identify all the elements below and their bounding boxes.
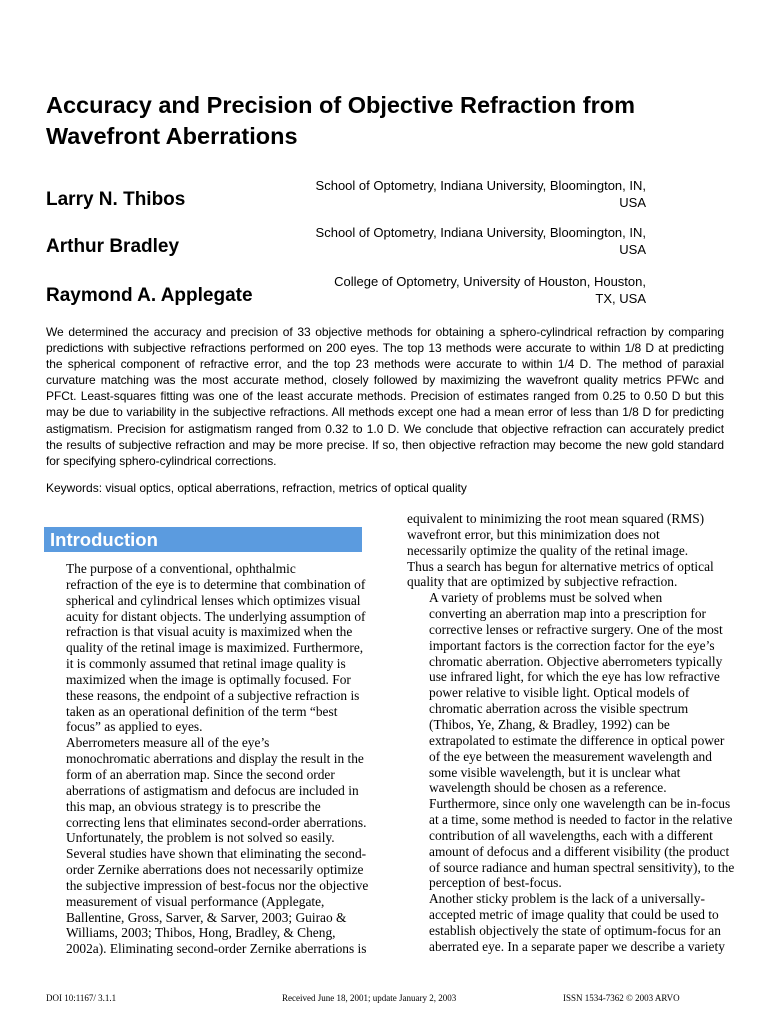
text-line: A variety of problems must be solved when <box>429 590 663 606</box>
author-affiliation <box>266 177 646 211</box>
paper-title: Accuracy and Precision of Objective Refraction from Wavefront Aberrations <box>46 92 635 149</box>
text-line: 2002a). Eliminating second-order Zernike aberrations is <box>66 941 367 957</box>
text-line: these reasons, the endpoint of a subjective refraction is <box>66 687 360 703</box>
body-paragraph <box>407 511 727 590</box>
text-line: use infrared light, for which the eye has low refractive <box>429 669 720 685</box>
text-line: acuity for distant objects. The underlying assumption of <box>66 608 366 624</box>
text-line: order Zernike aberrations does not necessarily optimize <box>66 862 364 878</box>
text-line: taken as an operational definition of the term “best <box>66 703 338 719</box>
body-paragraph <box>44 561 364 735</box>
text-line: focus” as applied to eyes. <box>66 719 203 735</box>
text-line: equivalent to minimizing the root mean squared (RMS) <box>407 511 705 526</box>
text-line: correcting lens that eliminates second-order aberrations. <box>66 814 367 830</box>
text-line: wavelength should be chosen as a reference. <box>429 780 667 796</box>
text-line: aberrated eye. In a separate paper we describe a variety <box>429 938 725 954</box>
text-line: perception of best-focus. <box>429 875 562 891</box>
body-paragraph <box>44 735 369 957</box>
body-paragraph <box>407 891 727 954</box>
text-line: contribution of all wavelengths, each with a different <box>429 827 713 843</box>
text-line: measurement of visual performance (Applegate, <box>66 893 325 909</box>
text-line: converting an aberration map into a prescription for <box>429 606 707 622</box>
author-name: Raymond A. Applegate <box>46 285 253 306</box>
text-line: Another sticky problem is the lack of a universally- <box>429 891 705 907</box>
text-line: power relative to visible light. Optical models of <box>429 685 690 701</box>
text-line: monochromatic aberrations and display the result in the <box>66 751 364 767</box>
text-line: amount of defocus and a different visibility (the product <box>429 843 730 859</box>
text-line: of the eye between the measurement wavelength and <box>429 748 712 764</box>
text-line: The purpose of a conventional, ophthalmic <box>66 561 296 576</box>
affiliation-line: USA <box>619 242 646 257</box>
affiliation-line: USA <box>619 195 646 210</box>
keywords: Keywords: visual optics, optical aberrations, refraction, metrics of optical quality <box>46 481 467 495</box>
text-line: quality that are optimized by subjective refraction. <box>407 574 678 590</box>
affiliation-line: School of Optometry, Indiana University, Bloomington, IN, <box>315 225 646 240</box>
text-line: quality of the retinal image is maximized. Furthermore, <box>66 640 364 656</box>
text-line: necessarily optimize the quality of the retinal image. <box>407 542 689 558</box>
author-name: Arthur Bradley <box>46 236 180 257</box>
footer-received: Received June 18, 2001; update January 2, 2003 <box>282 993 457 1003</box>
left-column <box>44 561 369 957</box>
text-line: at a time, some method is needed to factor in the relative <box>429 812 733 828</box>
author-affiliation <box>266 224 646 258</box>
text-line: Unfortunately, the problem is not solved so easily. <box>66 830 335 846</box>
text-line: some visible wavelength, but it is unclear what <box>429 764 681 780</box>
text-line: refraction of the eye is to determine that combination of <box>66 576 366 592</box>
text-line: corrective lenses or refractive surgery. One of the most <box>429 621 723 637</box>
text-line: spherical and cylindrical lenses which optimizes visual <box>66 592 361 608</box>
section-heading-introduction: Introduction <box>44 527 362 552</box>
text-line: maximized when the image is optimally focused. For <box>66 671 351 687</box>
text-line: accepted metric of image quality that could be used to <box>429 907 719 923</box>
text-line: wavefront error, but this minimization does not <box>407 526 660 542</box>
text-line: Aberrometers measure all of the eye’s <box>66 735 270 751</box>
abstract: We determined the accuracy and precision of 33 objective methods for obtaining a sphero-cylindrical refraction by comparing predictions with subjective refractions performed on 200 eyes. The top 13 methods were accurate to within 1/8 D at predicting the spherical component of refractive error, and the top 23 methods were accurate to within 1/4 D. The method of paraxial curvature matching was the most accurate method, closely followed by maximizing the wavefront quality metrics PFWc and PFCt. Least-squares fitting was one of the least accurate methods. Precision of estimates ranged from 0.25 to 0.50 D but this may be due to variability in the subjective refractions. All methods except one had a mean error of less than 1/8 D for predicting astigmatism. Precision for astigmatism ranged from 0.32 to 1.0 D. We conclude that objective refraction can accurately predict the results of subjective refraction and may be more precise. If so, then objective refraction may become the new gold standard for specifying sphero-cylindrical corrections. <box>46 325 724 468</box>
affiliation-line: School of Optometry, Indiana University, Bloomington, IN, <box>315 178 646 193</box>
text-line: Ballentine, Gross, Sarver, & Sarver, 2003; Guirao & <box>66 909 347 925</box>
text-line: (Thibos, Ye, Zhang, & Bradley, 1992) can be <box>429 716 670 732</box>
text-line: chromatic aberration across the visible spectrum <box>429 701 689 717</box>
text-line: it is commonly assumed that retinal image quality is <box>66 656 346 672</box>
affiliation-line: TX, USA <box>595 291 646 306</box>
text-line: extrapolated to estimate the difference in optical power <box>429 732 725 748</box>
text-line: establish objectively the state of optimum-focus for an <box>429 922 721 938</box>
text-line: this map, an obvious strategy is to prescribe the <box>66 798 321 814</box>
text-line: aberrations of astigmatism and defocus are included in <box>66 782 359 798</box>
footer-doi: DOI 10:1167/ 3.1.1 <box>46 993 117 1003</box>
footer-issn: ISSN 1534-7362 © 2003 ARVO <box>563 993 680 1003</box>
text-line: Thus a search has begun for alternative metrics of optical <box>407 558 714 574</box>
text-line: Furthermore, since only one wavelength can be in-focus <box>429 796 731 812</box>
text-line: of source radiance and human spectral sensitivity), to the <box>429 859 735 875</box>
text-line: refraction is that visual acuity is maximized when the <box>66 624 353 640</box>
author-affiliation <box>266 273 646 307</box>
text-line: important factors is the correction factor for the eye’s <box>429 637 715 653</box>
text-line: Williams, 2003; Thibos, Hong, Bradley, & Cheng, <box>66 925 336 941</box>
right-column <box>407 511 735 955</box>
text-line: form of an aberration map. Since the second order <box>66 766 335 782</box>
text-line: chromatic aberration. Objective aberrometers typically <box>429 653 723 669</box>
text-line: Several studies have shown that eliminating the second- <box>66 846 367 862</box>
body-paragraph <box>407 590 735 891</box>
affiliation-line: College of Optometry, University of Houston, Houston, <box>334 274 646 289</box>
text-line: the subjective impression of best-focus nor the objective <box>66 877 369 893</box>
author-name: Larry N. Thibos <box>46 189 186 210</box>
